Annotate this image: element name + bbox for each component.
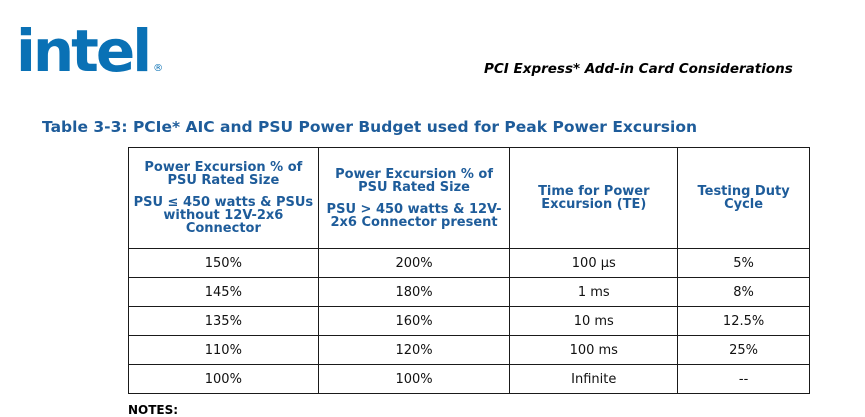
table-cell: 100 ms (510, 336, 678, 365)
table-row (129, 278, 810, 307)
table-row (129, 336, 810, 365)
table-row (129, 365, 810, 394)
table-cell: 10 ms (510, 307, 678, 336)
header-psu-gt-450 (318, 148, 510, 249)
header-sub-text: PSU > 450 watts & 12V-2x6 Connector present (326, 201, 502, 230)
table-header-row (129, 148, 810, 249)
table-row (129, 307, 810, 336)
table-cell: 135% (129, 307, 319, 336)
table-cell: 12.5% (678, 307, 810, 336)
table-cell: 100 μs (510, 249, 678, 278)
header-main-text: Power Excursion % of PSU Rated Size (335, 166, 493, 195)
table-cell: 145% (129, 278, 319, 307)
table-cell: 160% (318, 307, 510, 336)
table-cell: 200% (318, 249, 510, 278)
document-header-title: PCI Express* Add-in Card Considerations (484, 61, 793, 77)
header-main-text: Testing Duty Cycle (697, 184, 790, 212)
header-sub-text: PSU ≤ 450 watts & PSUs without 12V-2x6 Connector (133, 195, 314, 236)
header-duty-cycle (678, 148, 810, 249)
intel-logo (16, 17, 164, 98)
table-row (129, 249, 810, 278)
table-cell: -- (678, 365, 810, 394)
table-cell: 100% (129, 365, 319, 394)
registered-mark: ® (153, 63, 164, 74)
logo-text: intel (16, 17, 150, 85)
table-cell: Infinite (510, 365, 678, 394)
table-cell: 150% (129, 249, 319, 278)
table-caption: Table 3-3: PCIe* AIC and PSU Power Budget used for Peak Power Excursion (42, 118, 698, 136)
header-main-text: Power Excursion % of PSU Rated Size (144, 160, 303, 188)
table-cell: 180% (318, 278, 510, 307)
table-cell: 110% (129, 336, 319, 365)
table-cell: 100% (318, 365, 510, 394)
table-cell: 8% (678, 278, 810, 307)
table-cell: 25% (678, 336, 810, 365)
header-psu-le-450 (129, 148, 319, 249)
header-excursion-time (510, 148, 678, 249)
table-cell: 1 ms (510, 278, 678, 307)
header-main-text: Time for Power Excursion (TE) (538, 184, 650, 212)
power-budget-table (128, 147, 810, 394)
notes-label: NOTES: (128, 403, 179, 417)
table-cell: 120% (318, 336, 510, 365)
table-cell: 5% (678, 249, 810, 278)
